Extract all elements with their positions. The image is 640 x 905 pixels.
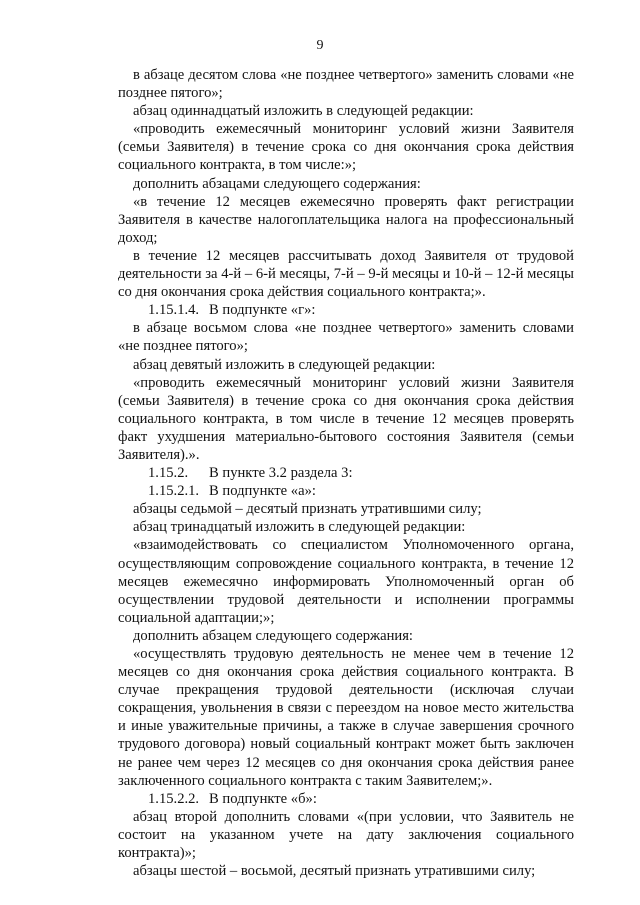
paragraph: в абзаце десятом слова «не позднее четвертого» заменить словами «не позднее пятого»; [118,67,574,102]
subsection-number: 1.15.2.2. [148,790,200,807]
paragraph: «в течение 12 месяцев ежемесячно проверять факт регистрации Заявителя в качестве налогоплательщика налога на профессиональный доход; [118,193,574,246]
subsection-title: В подпункте «г»: [209,302,316,319]
subsection-heading [118,301,574,319]
paragraph: абзац одиннадцатый изложить в следующей редакции: [133,103,474,120]
paragraph: «осуществлять трудовую деятельность не менее чем в течение 12 месяцев со дня окончания срока действия социального контракта. В случае прекращения трудовой деятельности (исключая случаи сокращения, увольнения в связи с переездом на новое место жительства и иные уважительные причины, а также в случае завершения срочного трудового договора) новый социальный контракт может быть заключен не ранее чем через 12 месяцев со дня окончания срока действия ранее заключенного социального контракта с таким Заявителем;». [118,646,574,789]
paragraph: дополнить абзацами следующего содержания: [133,175,421,192]
paragraph: абзац тринадцатый изложить в следующей редакции: [133,519,466,536]
page-number: 9 [316,38,324,53]
paragraph: абзацы седьмой – десятый признать утратившими силу; [133,501,482,518]
paragraph: «взаимодействовать со специалистом Уполномоченного органа, осуществляющим сопровождение социального контракта, в течение 12 месяцев ежемесячно информировать Уполномоченный орган об осуществлении трудовой деятельности и исполнении программы социальной адаптации;»; [118,537,574,626]
document-body [118,66,574,880]
paragraph: абзацы шестой – восьмой, десятый признать утратившими силу; [133,863,536,880]
subsection-title: В подпункте «б»: [209,790,317,807]
subsection-heading [118,464,574,482]
paragraph: «проводить ежемесячный мониторинг условий жизни Заявителя (семьи Заявителя) в течение срока со дня окончания срока действия социального контракта, в том числе в течение 12 месяцев проверять факт ухудшения материально-бытового состояния Заявителя (семьи Заявителя).». [118,374,574,463]
paragraph: в течение 12 месяцев рассчитывать доход Заявителя от трудовой деятельности за 4-й – 6-й месяцы, 7-й – 9-й месяцы и 10-й – 12-й месяцы со дня окончания срока действия социального контракта;». [118,247,574,301]
subsection-title: В подпункте «а»: [209,483,316,500]
subsection-number: 1.15.2.1. [148,483,200,500]
subsection-number: 1.15.2. [148,465,189,482]
paragraph: в абзаце восьмом слова «не позднее четвертого» заменить словами «не позднее пятого»; [118,320,574,355]
paragraph: абзац второй дополнить словами «(при условии, что Заявитель не состоит на указанном учете на дату заключения социального контракта)»; [118,808,574,862]
subsection-number: 1.15.1.4. [148,302,200,319]
paragraph: абзац девятый изложить в следующей редакции: [133,356,436,373]
subsection-heading [118,482,574,500]
subsection-title: В пункте 3.2 раздела 3: [209,465,353,482]
subsection-heading [118,790,574,808]
paragraph: дополнить абзацем следующего содержания: [133,627,413,644]
paragraph: «проводить ежемесячный мониторинг условий жизни Заявителя (семьи Заявителя) в течение срока со дня окончания срока действия социального контракта, в том числе:»; [118,121,574,174]
